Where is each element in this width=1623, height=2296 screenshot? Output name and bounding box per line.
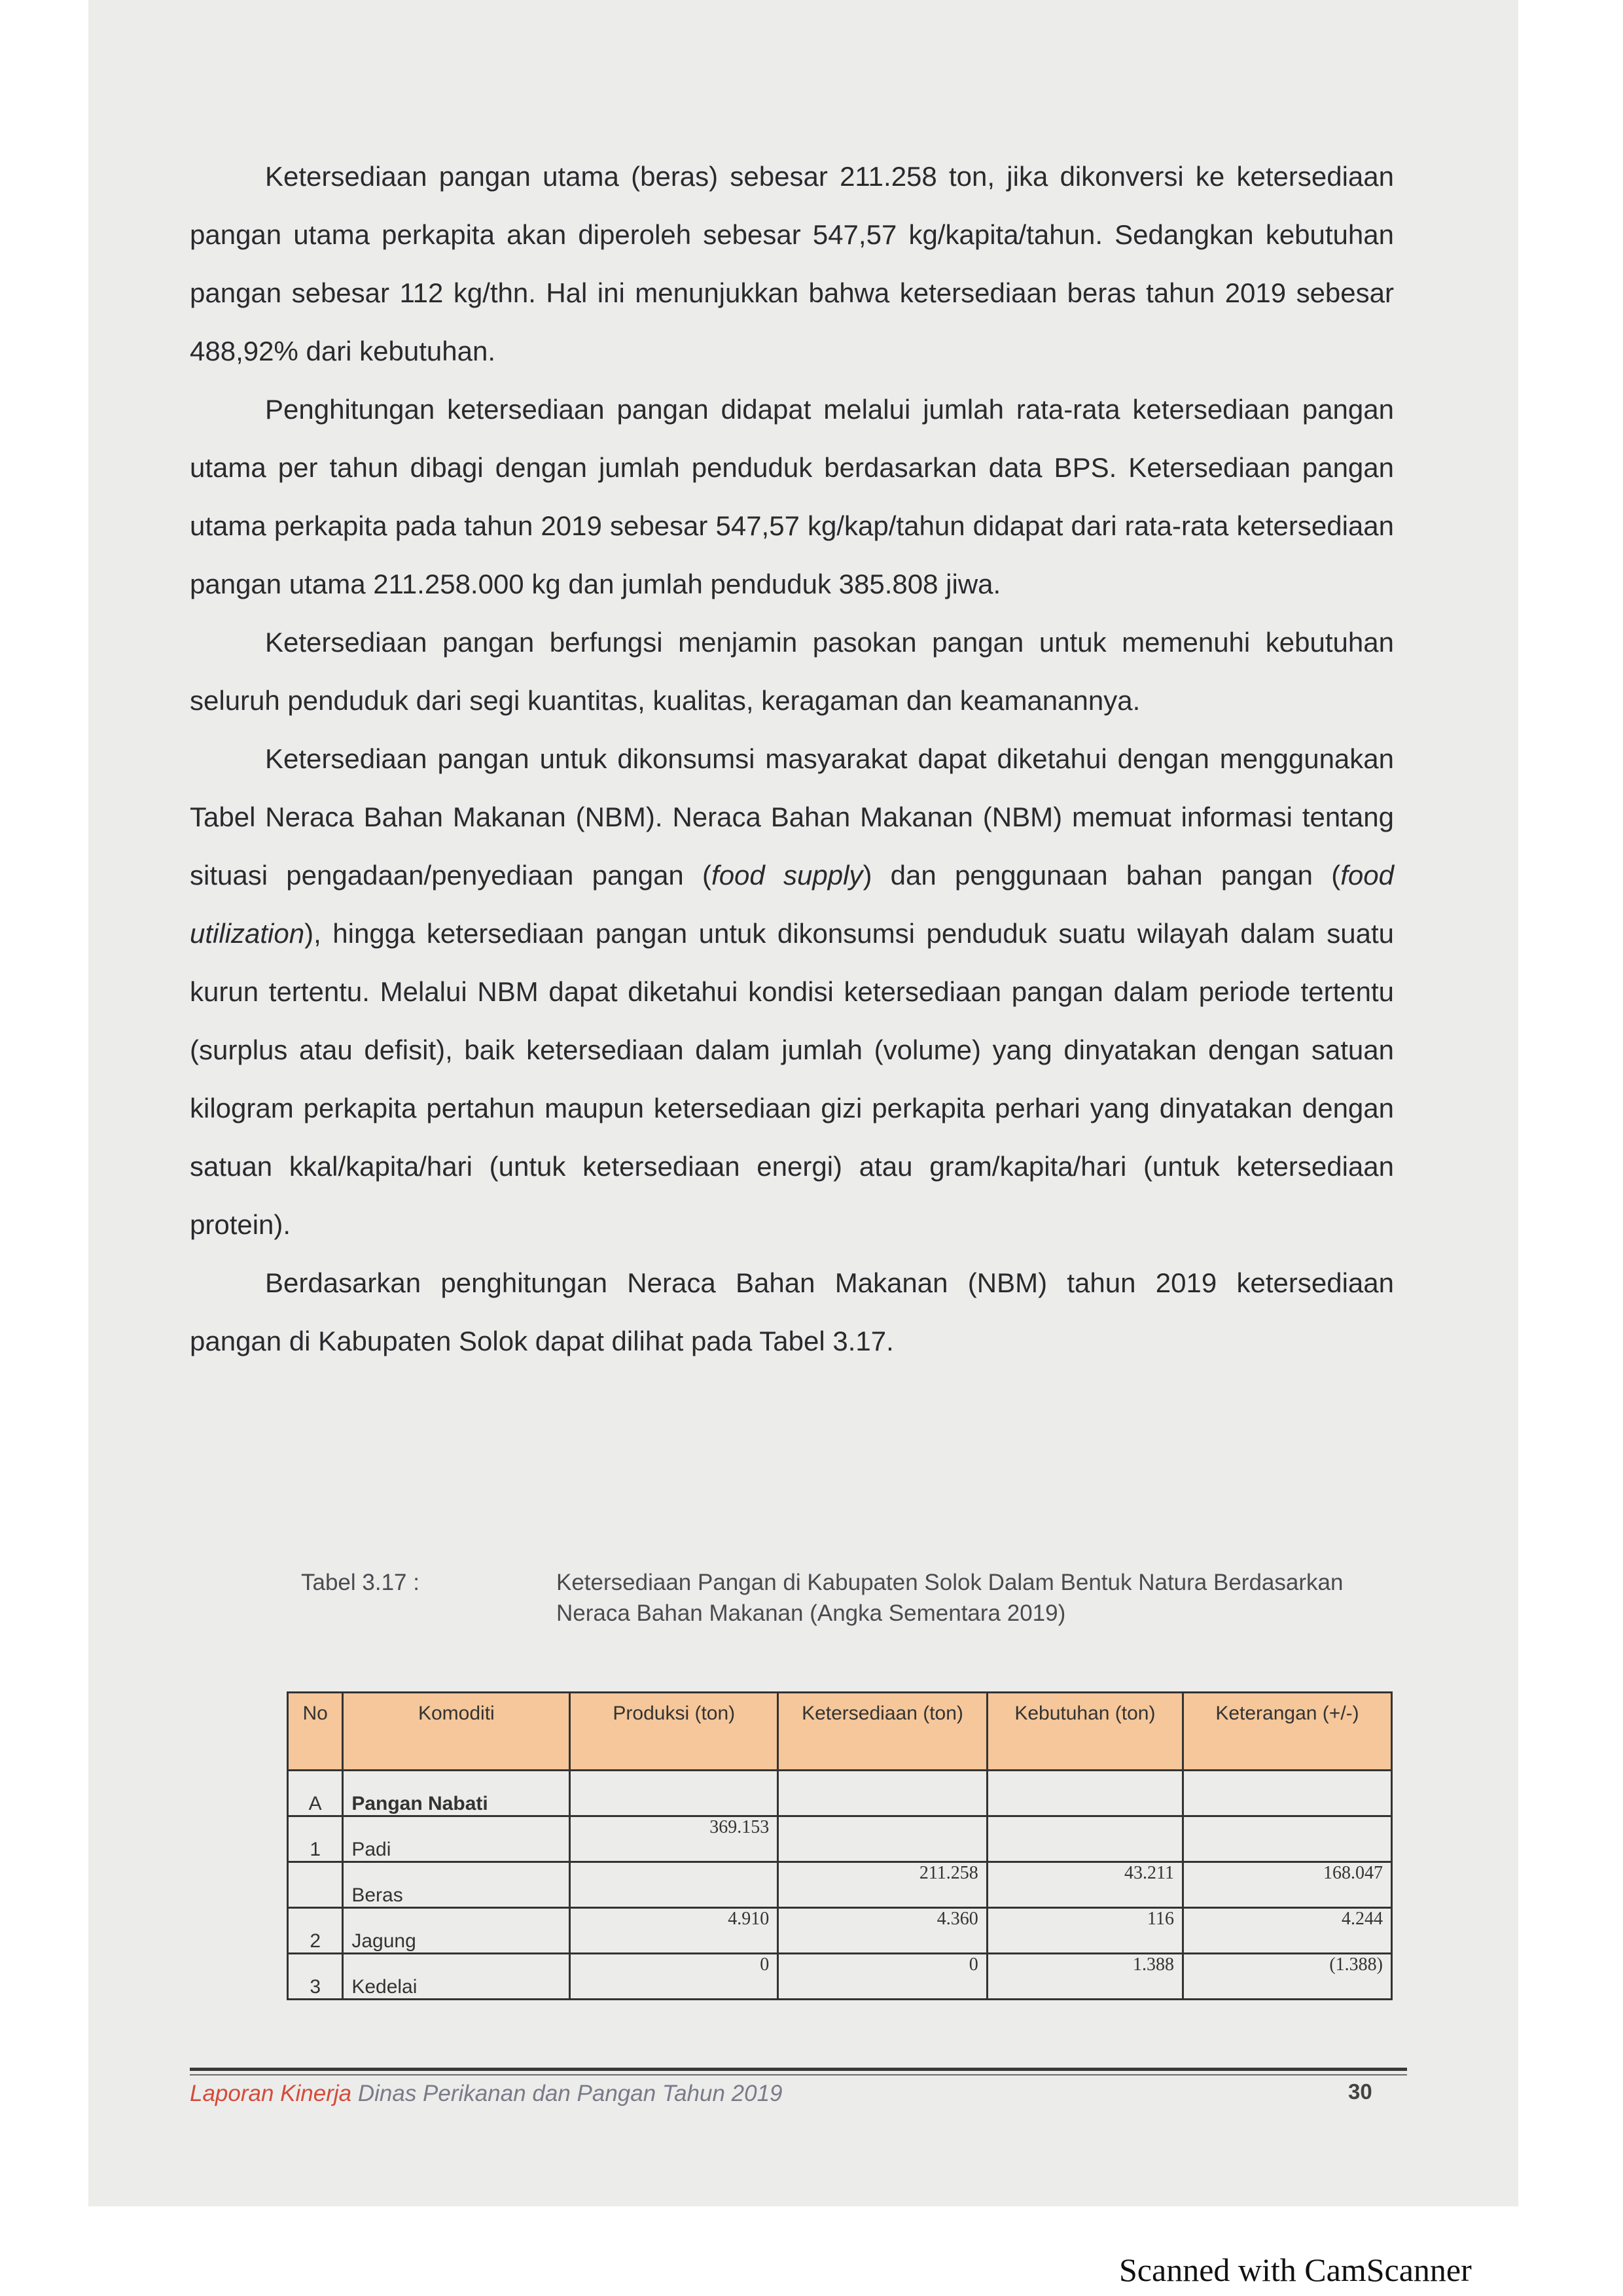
paragraph-2: Penghitungan ketersediaan pangan didapat melalui jumlah rata-rata ketersediaan pangan utama per tahun dibagi dengan jumlah penduduk berdasarkan data BPS. Ketersediaan pangan utama perkapita pada tahun 2019 sebesar 547,57 kg/kap/tahun didapat dari rata-rata ketersediaan pangan utama 211.258.000 kg dan jumlah penduduk 385.808 jiwa. <box>190 394 1394 599</box>
footer-rule-thin <box>190 2074 1407 2075</box>
paragraph-5: Berdasarkan penghitungan Neraca Bahan Makanan (NBM) tahun 2019 ketersediaan pangan di Kabupaten Solok dapat dilihat pada Tabel 3.17. <box>190 1267 1394 1356</box>
page-footer <box>190 2081 783 2107</box>
cell-kebutuhan: 116 <box>987 1908 1183 1954</box>
paragraph-3: Ketersediaan pangan berfungsi menjamin pasokan pangan untuk memenuhi kebutuhan seluruh penduduk dari segi kuantitas, kualitas, keragaman dan keamanannya. <box>190 627 1394 716</box>
cell-no: 1 <box>288 1816 343 1862</box>
cell-komoditi: Kedelai <box>343 1954 570 2000</box>
paragraph-1: Ketersediaan pangan utama (beras) sebesar 211.258 ton, jika dikonversi ke ketersediaan pangan utama perkapita akan diperoleh sebesar 547,57 kg/kapita/tahun. Sedangkan kebutuhan pangan sebesar 112 kg/thn. Hal ini menunjukkan bahwa ketersediaan beras tahun 2019 sebesar 488,92% dari kebutuhan. <box>190 161 1394 366</box>
paragraph-4-text-1: Ketersediaan pangan untuk dikonsumsi masyarakat dapat diketahui dengan menggunakan Tabel Neraca Bahan Makanan (NBM). Neraca Bahan Makanan (NBM) memuat informasi tentang situasi pengadaan/penyediaan pangan ( <box>190 743 1394 891</box>
cell-ketersediaan <box>778 1771 988 1816</box>
table-row <box>288 1771 1392 1816</box>
camscanner-watermark: Scanned with CamScanner <box>1119 2252 1472 2288</box>
cell-produksi <box>570 1771 778 1816</box>
table-row <box>288 1908 1392 1954</box>
footer-text: Dinas Perikanan dan Pangan Tahun 2019 <box>351 2081 783 2106</box>
header-kebutuhan: Kebutuhan (ton) <box>987 1693 1183 1771</box>
table-label: Tabel 3.17 : <box>301 1570 419 1595</box>
cell-no <box>288 1862 343 1908</box>
cell-no: A <box>288 1771 343 1816</box>
cell-kebutuhan: 43.211 <box>987 1862 1183 1908</box>
cell-keterangan: 168.047 <box>1183 1862 1392 1908</box>
cell-no: 3 <box>288 1954 343 2000</box>
table-row <box>288 1954 1392 2000</box>
header-produksi: Produksi (ton) <box>570 1693 778 1771</box>
body-text <box>190 147 1394 1370</box>
footer-rule-thick <box>190 2068 1407 2071</box>
cell-ketersediaan: 4.360 <box>778 1908 988 1954</box>
cell-kebutuhan: 1.388 <box>987 1954 1183 2000</box>
cell-keterangan: (1.388) <box>1183 1954 1392 2000</box>
cell-ketersediaan <box>778 1816 988 1862</box>
cell-produksi: 369.153 <box>570 1816 778 1862</box>
cell-produksi: 0 <box>570 1954 778 2000</box>
paragraph-4-text-3: ), hingga ketersediaan pangan untuk dikonsumsi penduduk suatu wilayah dalam suatu kurun tertentu. Melalui NBM dapat diketahui kondisi ketersediaan pangan dalam periode tertentu (surplus atau defisit), baik ketersediaan dalam jumlah (volume) yang dinyatakan dengan satuan kilogram perkapita pertahun maupun ketersediaan gizi perkapita perhari yang dinyatakan dengan satuan kkal/kapita/hari (untuk ketersediaan energi) atau gram/kapita/hari (untuk ketersediaan protein). <box>190 918 1394 1240</box>
cell-produksi: 4.910 <box>570 1908 778 1954</box>
header-ketersediaan: Ketersediaan (ton) <box>778 1693 988 1771</box>
table-row <box>288 1862 1392 1908</box>
cell-kebutuhan <box>987 1771 1183 1816</box>
cell-ketersediaan: 211.258 <box>778 1862 988 1908</box>
footer-accent-text: Laporan Kinerja <box>190 2081 352 2106</box>
cell-ketersediaan: 0 <box>778 1954 988 2000</box>
table-caption-text: Ketersediaan Pangan di Kabupaten Solok Dalam Bentuk Natura Berdasarkan Neraca Bahan Makanan (Angka Sementara 2019) <box>556 1570 1344 1626</box>
page-number: 30 <box>1348 2079 1372 2104</box>
header-keterangan: Keterangan (+/-) <box>1183 1693 1392 1771</box>
cell-no: 2 <box>288 1908 343 1954</box>
cell-komoditi: Beras <box>343 1862 570 1908</box>
header-no: No <box>288 1693 343 1771</box>
cell-komoditi: Jagung <box>343 1908 570 1954</box>
header-komoditi: Komoditi <box>343 1693 570 1771</box>
cell-komoditi: Padi <box>343 1816 570 1862</box>
cell-keterangan: 4.244 <box>1183 1908 1392 1954</box>
paragraph-4-italic-2: food utilization <box>190 860 1394 949</box>
cell-produksi <box>570 1862 778 1908</box>
cell-kebutuhan <box>987 1816 1183 1862</box>
cell-keterangan <box>1183 1771 1392 1816</box>
paragraph-4-text-2: ) dan penggunaan bahan pangan ( <box>863 860 1341 891</box>
paragraph-4-italic-1: food supply <box>711 860 863 891</box>
nbm-table <box>287 1691 1393 2000</box>
table-header-row <box>288 1693 1392 1771</box>
table-row <box>288 1816 1392 1862</box>
cell-keterangan <box>1183 1816 1392 1862</box>
paragraph-4 <box>190 730 1394 1254</box>
cell-komoditi: Pangan Nabati <box>343 1771 570 1816</box>
